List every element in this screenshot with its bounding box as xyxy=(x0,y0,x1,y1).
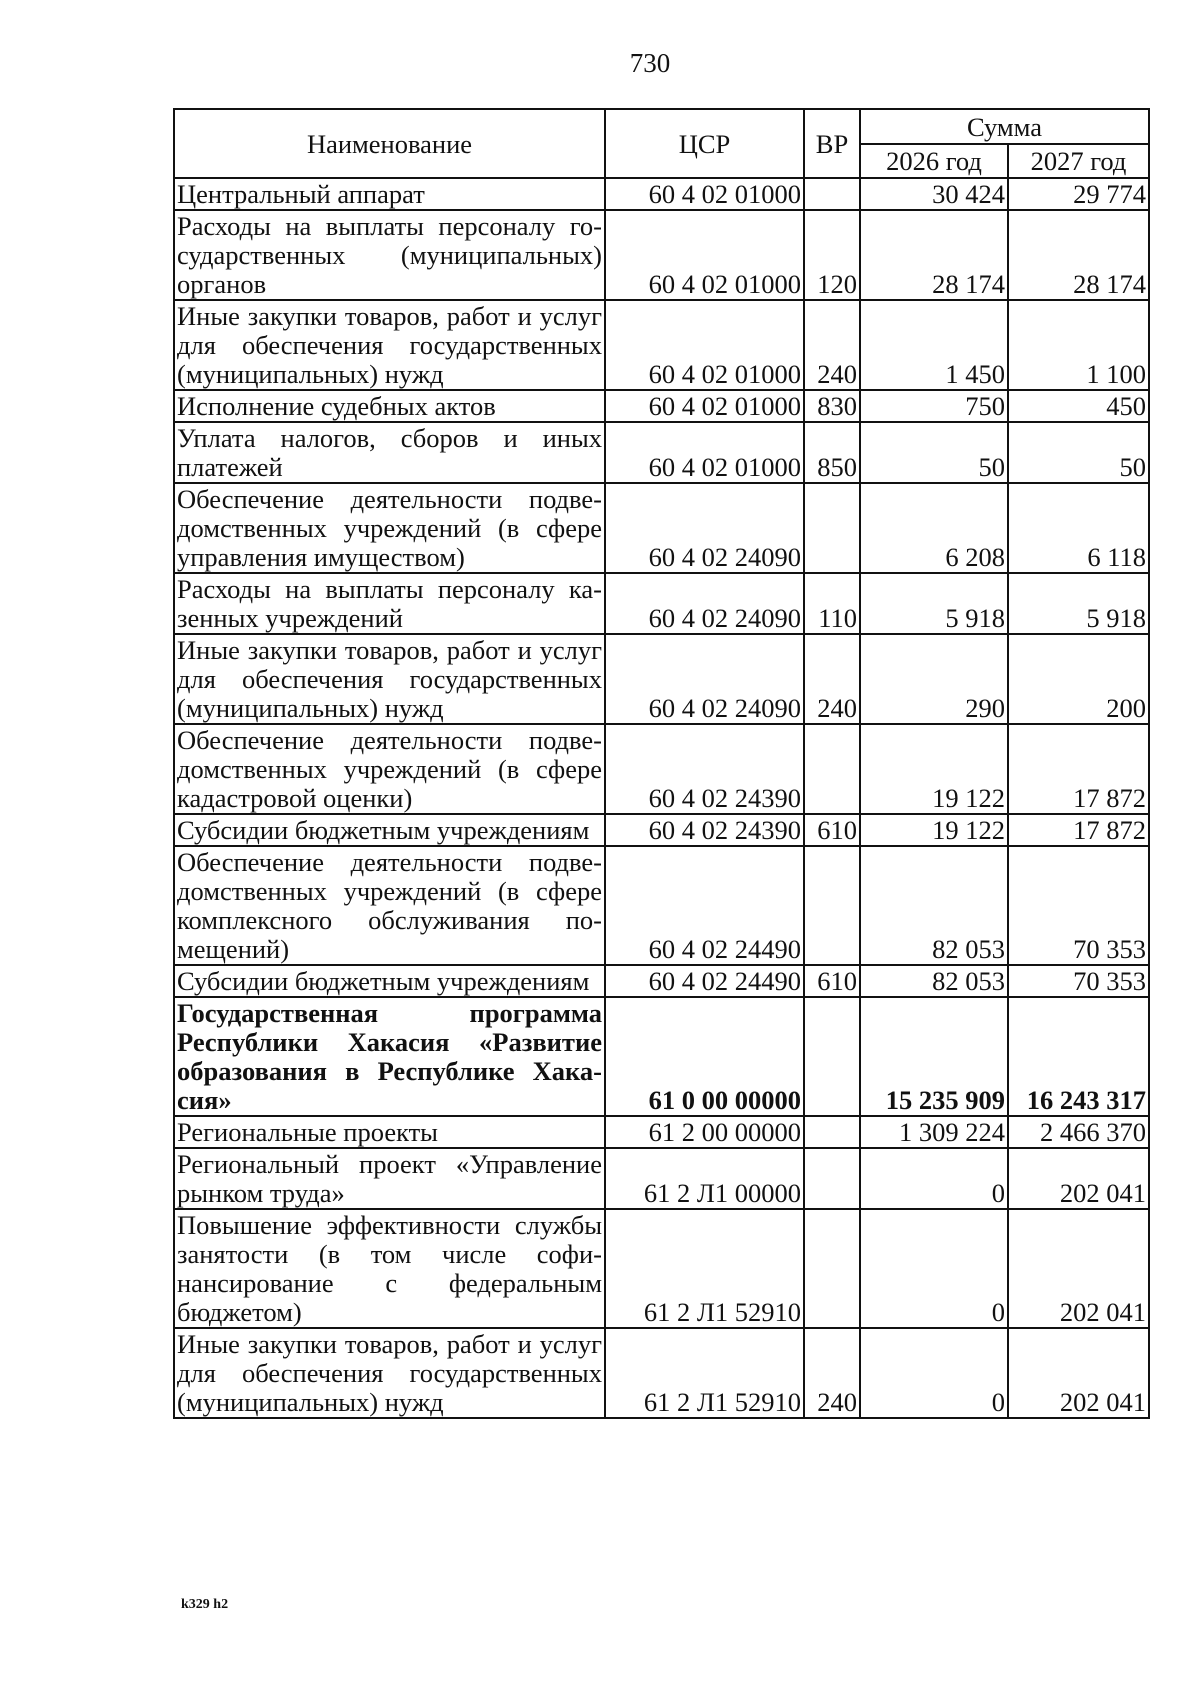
row-csr: 60 4 02 01000 xyxy=(605,178,804,210)
row-vr xyxy=(804,1116,860,1148)
row-amount-2026: 0 xyxy=(860,1148,1008,1209)
row-csr: 61 2 Л1 00000 xyxy=(605,1148,804,1209)
footer-code: k329 h2 xyxy=(181,1597,229,1612)
page-number: 730 xyxy=(629,48,671,78)
row-amount-2027: 450 xyxy=(1008,390,1149,422)
row-name: Центральный аппарат xyxy=(174,178,605,210)
row-amount-2026: 5 918 xyxy=(860,573,1008,634)
table-row xyxy=(174,483,1149,573)
budget-table xyxy=(173,108,1150,1419)
row-csr: 60 4 02 01000 xyxy=(605,390,804,422)
row-amount-2027: 28 174 xyxy=(1008,210,1149,300)
row-amount-2026: 19 122 xyxy=(860,814,1008,846)
row-vr: 610 xyxy=(804,814,860,846)
row-csr: 60 4 02 24390 xyxy=(605,814,804,846)
header-vr: ВР xyxy=(804,109,860,178)
row-name: Исполнение судебных актов xyxy=(174,390,605,422)
row-amount-2026: 28 174 xyxy=(860,210,1008,300)
row-amount-2026: 82 053 xyxy=(860,846,1008,965)
table-row xyxy=(174,178,1149,210)
row-amount-2027: 1 100 xyxy=(1008,300,1149,390)
table-row xyxy=(174,846,1149,965)
row-name: Иные закупки товаров, работ и услуг для обеспечения государственных (муниципальных) нужд xyxy=(174,634,605,724)
table-row xyxy=(174,1328,1149,1418)
row-name: Иные закупки товаров, работ и услуг для обеспечения государственных (муниципальных) нужд xyxy=(174,1328,605,1418)
row-csr: 61 2 Л1 52910 xyxy=(605,1328,804,1418)
header-year-2027: 2027 год xyxy=(1008,144,1149,178)
row-csr: 60 4 02 01000 xyxy=(605,300,804,390)
row-csr: 60 4 02 24090 xyxy=(605,483,804,573)
row-amount-2026: 82 053 xyxy=(860,965,1008,997)
row-amount-2026: 6 208 xyxy=(860,483,1008,573)
header-csr: ЦСР xyxy=(605,109,804,178)
row-name: Обеспечение деятельности подведомственных учреждений (в сфере кадастровой оценки) xyxy=(174,724,605,814)
row-csr: 61 2 00 00000 xyxy=(605,1116,804,1148)
row-amount-2026: 1 450 xyxy=(860,300,1008,390)
row-name: Повышение эффективности службы занятости (в том числе софинансирование с федеральным бюджетом) xyxy=(174,1209,605,1328)
row-csr: 60 4 02 24090 xyxy=(605,573,804,634)
row-name: Субсидии бюджетным учреждениям xyxy=(174,814,605,846)
row-name: Уплата налогов, сборов и иных платежей xyxy=(174,422,605,483)
row-vr: 610 xyxy=(804,965,860,997)
row-amount-2026: 0 xyxy=(860,1328,1008,1418)
row-csr: 60 4 02 24090 xyxy=(605,634,804,724)
row-name: Государственная программа Республики Хакасия «Развитие образования в Республике Хакасия» xyxy=(174,997,605,1116)
row-amount-2026: 0 xyxy=(860,1209,1008,1328)
table-row xyxy=(174,210,1149,300)
row-amount-2026: 50 xyxy=(860,422,1008,483)
table-row xyxy=(174,724,1149,814)
header-year-2026: 2026 год xyxy=(860,144,1008,178)
row-amount-2027: 202 041 xyxy=(1008,1209,1149,1328)
row-vr: 850 xyxy=(804,422,860,483)
row-name: Региональный проект «Управление рынком труда» xyxy=(174,1148,605,1209)
row-amount-2026: 750 xyxy=(860,390,1008,422)
row-vr xyxy=(804,724,860,814)
row-vr: 830 xyxy=(804,390,860,422)
row-amount-2027: 70 353 xyxy=(1008,965,1149,997)
table-row xyxy=(174,1209,1149,1328)
row-amount-2027: 29 774 xyxy=(1008,178,1149,210)
row-vr xyxy=(804,1148,860,1209)
row-csr: 60 4 02 24390 xyxy=(605,724,804,814)
row-csr: 60 4 02 24490 xyxy=(605,846,804,965)
row-amount-2026: 30 424 xyxy=(860,178,1008,210)
row-amount-2026: 1 309 224 xyxy=(860,1116,1008,1148)
row-vr xyxy=(804,846,860,965)
header-sum: Сумма xyxy=(860,109,1149,144)
row-vr xyxy=(804,997,860,1116)
row-amount-2027: 6 118 xyxy=(1008,483,1149,573)
row-amount-2026: 290 xyxy=(860,634,1008,724)
row-csr: 61 2 Л1 52910 xyxy=(605,1209,804,1328)
row-amount-2027: 202 041 xyxy=(1008,1148,1149,1209)
row-amount-2027: 70 353 xyxy=(1008,846,1149,965)
row-amount-2027: 202 041 xyxy=(1008,1328,1149,1418)
row-amount-2027: 17 872 xyxy=(1008,724,1149,814)
table-row xyxy=(174,1116,1149,1148)
row-name: Иные закупки товаров, работ и услуг для обеспечения государственных (муниципальных) нужд xyxy=(174,300,605,390)
row-name: Субсидии бюджетным учреждениям xyxy=(174,965,605,997)
row-name: Обеспечение деятельности подведомственных учреждений (в сфере управления имуществом) xyxy=(174,483,605,573)
row-amount-2027: 17 872 xyxy=(1008,814,1149,846)
table-row xyxy=(174,300,1149,390)
row-amount-2027: 50 xyxy=(1008,422,1149,483)
table-row xyxy=(174,997,1149,1116)
row-amount-2027: 200 xyxy=(1008,634,1149,724)
row-vr: 240 xyxy=(804,634,860,724)
table-row xyxy=(174,1148,1149,1209)
row-amount-2026: 15 235 909 xyxy=(860,997,1008,1116)
row-amount-2027: 2 466 370 xyxy=(1008,1116,1149,1148)
row-amount-2027: 5 918 xyxy=(1008,573,1149,634)
table-row xyxy=(174,422,1149,483)
header-name: Наименование xyxy=(174,109,605,178)
table-row xyxy=(174,965,1149,997)
row-name: Расходы на выплаты персоналу государственных (муниципальных) органов xyxy=(174,210,605,300)
row-amount-2027: 16 243 317 xyxy=(1008,997,1149,1116)
table-row xyxy=(174,390,1149,422)
row-vr: 110 xyxy=(804,573,860,634)
row-name: Региональные проекты xyxy=(174,1116,605,1148)
row-vr xyxy=(804,1209,860,1328)
row-csr: 61 0 00 00000 xyxy=(605,997,804,1116)
row-csr: 60 4 02 24490 xyxy=(605,965,804,997)
row-vr: 120 xyxy=(804,210,860,300)
row-amount-2026: 19 122 xyxy=(860,724,1008,814)
row-vr xyxy=(804,178,860,210)
table-row xyxy=(174,814,1149,846)
row-name: Расходы на выплаты персоналу казенных учреждений xyxy=(174,573,605,634)
table-row xyxy=(174,634,1149,724)
row-vr xyxy=(804,483,860,573)
row-csr: 60 4 02 01000 xyxy=(605,210,804,300)
row-vr: 240 xyxy=(804,1328,860,1418)
row-csr: 60 4 02 01000 xyxy=(605,422,804,483)
row-vr: 240 xyxy=(804,300,860,390)
row-name: Обеспечение деятельности подведомственных учреждений (в сфере комплексного обслуживания помещений) xyxy=(174,846,605,965)
table-row xyxy=(174,573,1149,634)
